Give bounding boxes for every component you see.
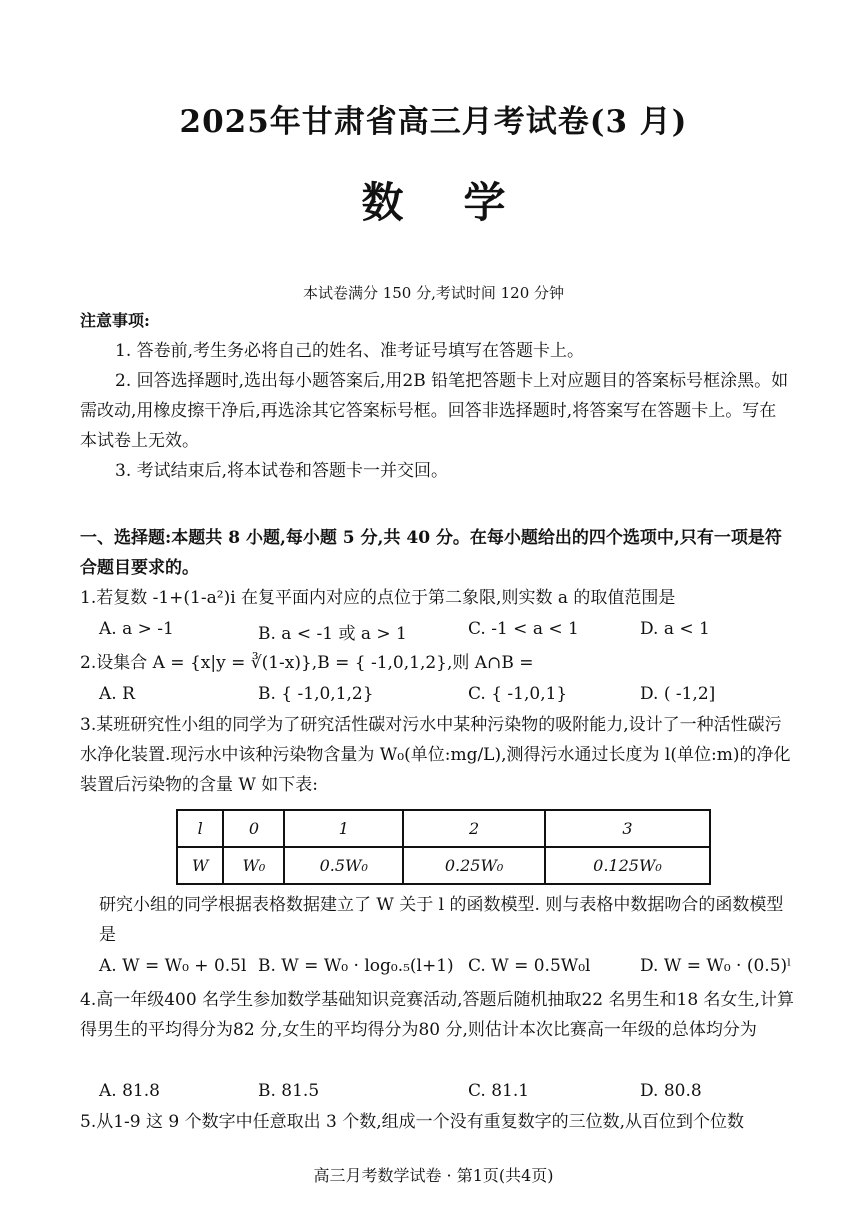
option-d: D. 80.8 [640, 1081, 702, 1101]
table-cell: 2 [403, 810, 545, 847]
option-d: D. ( -1,2] [640, 684, 716, 704]
option-b: B. 81.5 [258, 1081, 320, 1101]
notes-heading: 注意事项: [80, 311, 150, 330]
table-cell: 0.5W₀ [284, 847, 403, 884]
option-a: A. R [99, 684, 135, 704]
question-stem: 2.设集合 A = {x|y = ∛(1-x)},B = { -1,0,1,2},则 A∩B = [80, 653, 534, 673]
table-cell: 0 [223, 810, 284, 847]
table-row [177, 847, 710, 884]
question-stem: 3.某班研究性小组的同学为了研究活性碳对污水中某种污染物的吸附能力,设计了一种活性碳污水净化装置.现污水中该种污染物含量为 W₀(单位:mg/L),测得污水通过长度为 l(单位:m)的净化装置后污染物的含量 W 如下表: [80, 715, 791, 795]
note-item: 2. 回答选择题时,选出每小题答案后,用2B 铅笔把答题卡上对应题目的答案标号框涂黑。如需改动,用橡皮擦干净后,再选涂其它答案标号框。回答非选择题时,将答案写在答题卡上。写在本试卷上无效。 [80, 371, 789, 451]
exam-info: 本试卷满分 150 分,考试时间 120 分钟 [302, 284, 565, 302]
option-b: B. a < -1 或 a > 1 [258, 624, 407, 644]
question-stem: 1.若复数 -1+(1-a²)i 在复平面内对应的点位于第二象限,则实数 a 的取值范围是 [80, 588, 676, 608]
table-cell: 3 [545, 810, 710, 847]
table-cell: W [177, 847, 223, 884]
exam-title: 2025年甘肃省高三月考试卷(3 月) [179, 104, 688, 140]
option-a: A. a > -1 [99, 619, 174, 639]
question-stem: 5.从1-9 这 9 个数字中任意取出 3 个数,组成一个没有重复数字的三位数,从百位到个位数 [80, 1112, 745, 1132]
note-item: 3. 考试结束后,将本试卷和答题卡一并交回。 [115, 461, 449, 481]
option-d: D. W = W₀ · (0.5)ˡ [640, 956, 792, 976]
data-table [176, 809, 711, 885]
option-b: B. { -1,0,1,2} [258, 684, 374, 704]
table-cell: 0.125W₀ [545, 847, 710, 884]
section-heading: 一、选择题:本题共 8 小题,每小题 5 分,共 40 分。在每小题给出的四个选项中,只有一项是符合题目要求的。 [80, 528, 782, 578]
option-a: A. 81.8 [99, 1081, 160, 1101]
page-footer: 高三月考数学试卷 · 第1页(共4页) [313, 1166, 554, 1185]
table-cell: 0.25W₀ [403, 847, 545, 884]
option-b: B. W = W₀ · log₀.₅(l+1) [258, 956, 454, 976]
subject-title: 数学 [361, 178, 566, 227]
question-follow-text: 研究小组的同学根据表格数据建立了 W 关于 l 的函数模型. 则与表格中数据吻合的函数模型是 [99, 895, 784, 945]
option-c: C. 81.1 [468, 1081, 530, 1101]
note-item: 1. 答卷前,考生务必将自己的姓名、准考证号填写在答题卡上。 [115, 341, 585, 361]
question-stem: 4.高一年级400 名学生参加数学基础知识竞赛活动,答题后随机抽取22 名男生和18 名女生,计算得男生的平均得分为82 分,女生的平均得分为80 分,则估计本次比赛高一年级的总体均分为 [80, 990, 794, 1040]
option-a: A. W = W₀ + 0.5l [99, 956, 247, 976]
option-c: C. W = 0.5W₀l [468, 956, 591, 976]
table-cell: 1 [284, 810, 403, 847]
table-cell: W₀ [223, 847, 284, 884]
table-cell: l [177, 810, 223, 847]
option-d: D. a < 1 [640, 619, 710, 639]
option-c: C. -1 < a < 1 [468, 619, 579, 639]
option-c: C. { -1,0,1} [468, 684, 568, 704]
table-row [177, 810, 710, 847]
